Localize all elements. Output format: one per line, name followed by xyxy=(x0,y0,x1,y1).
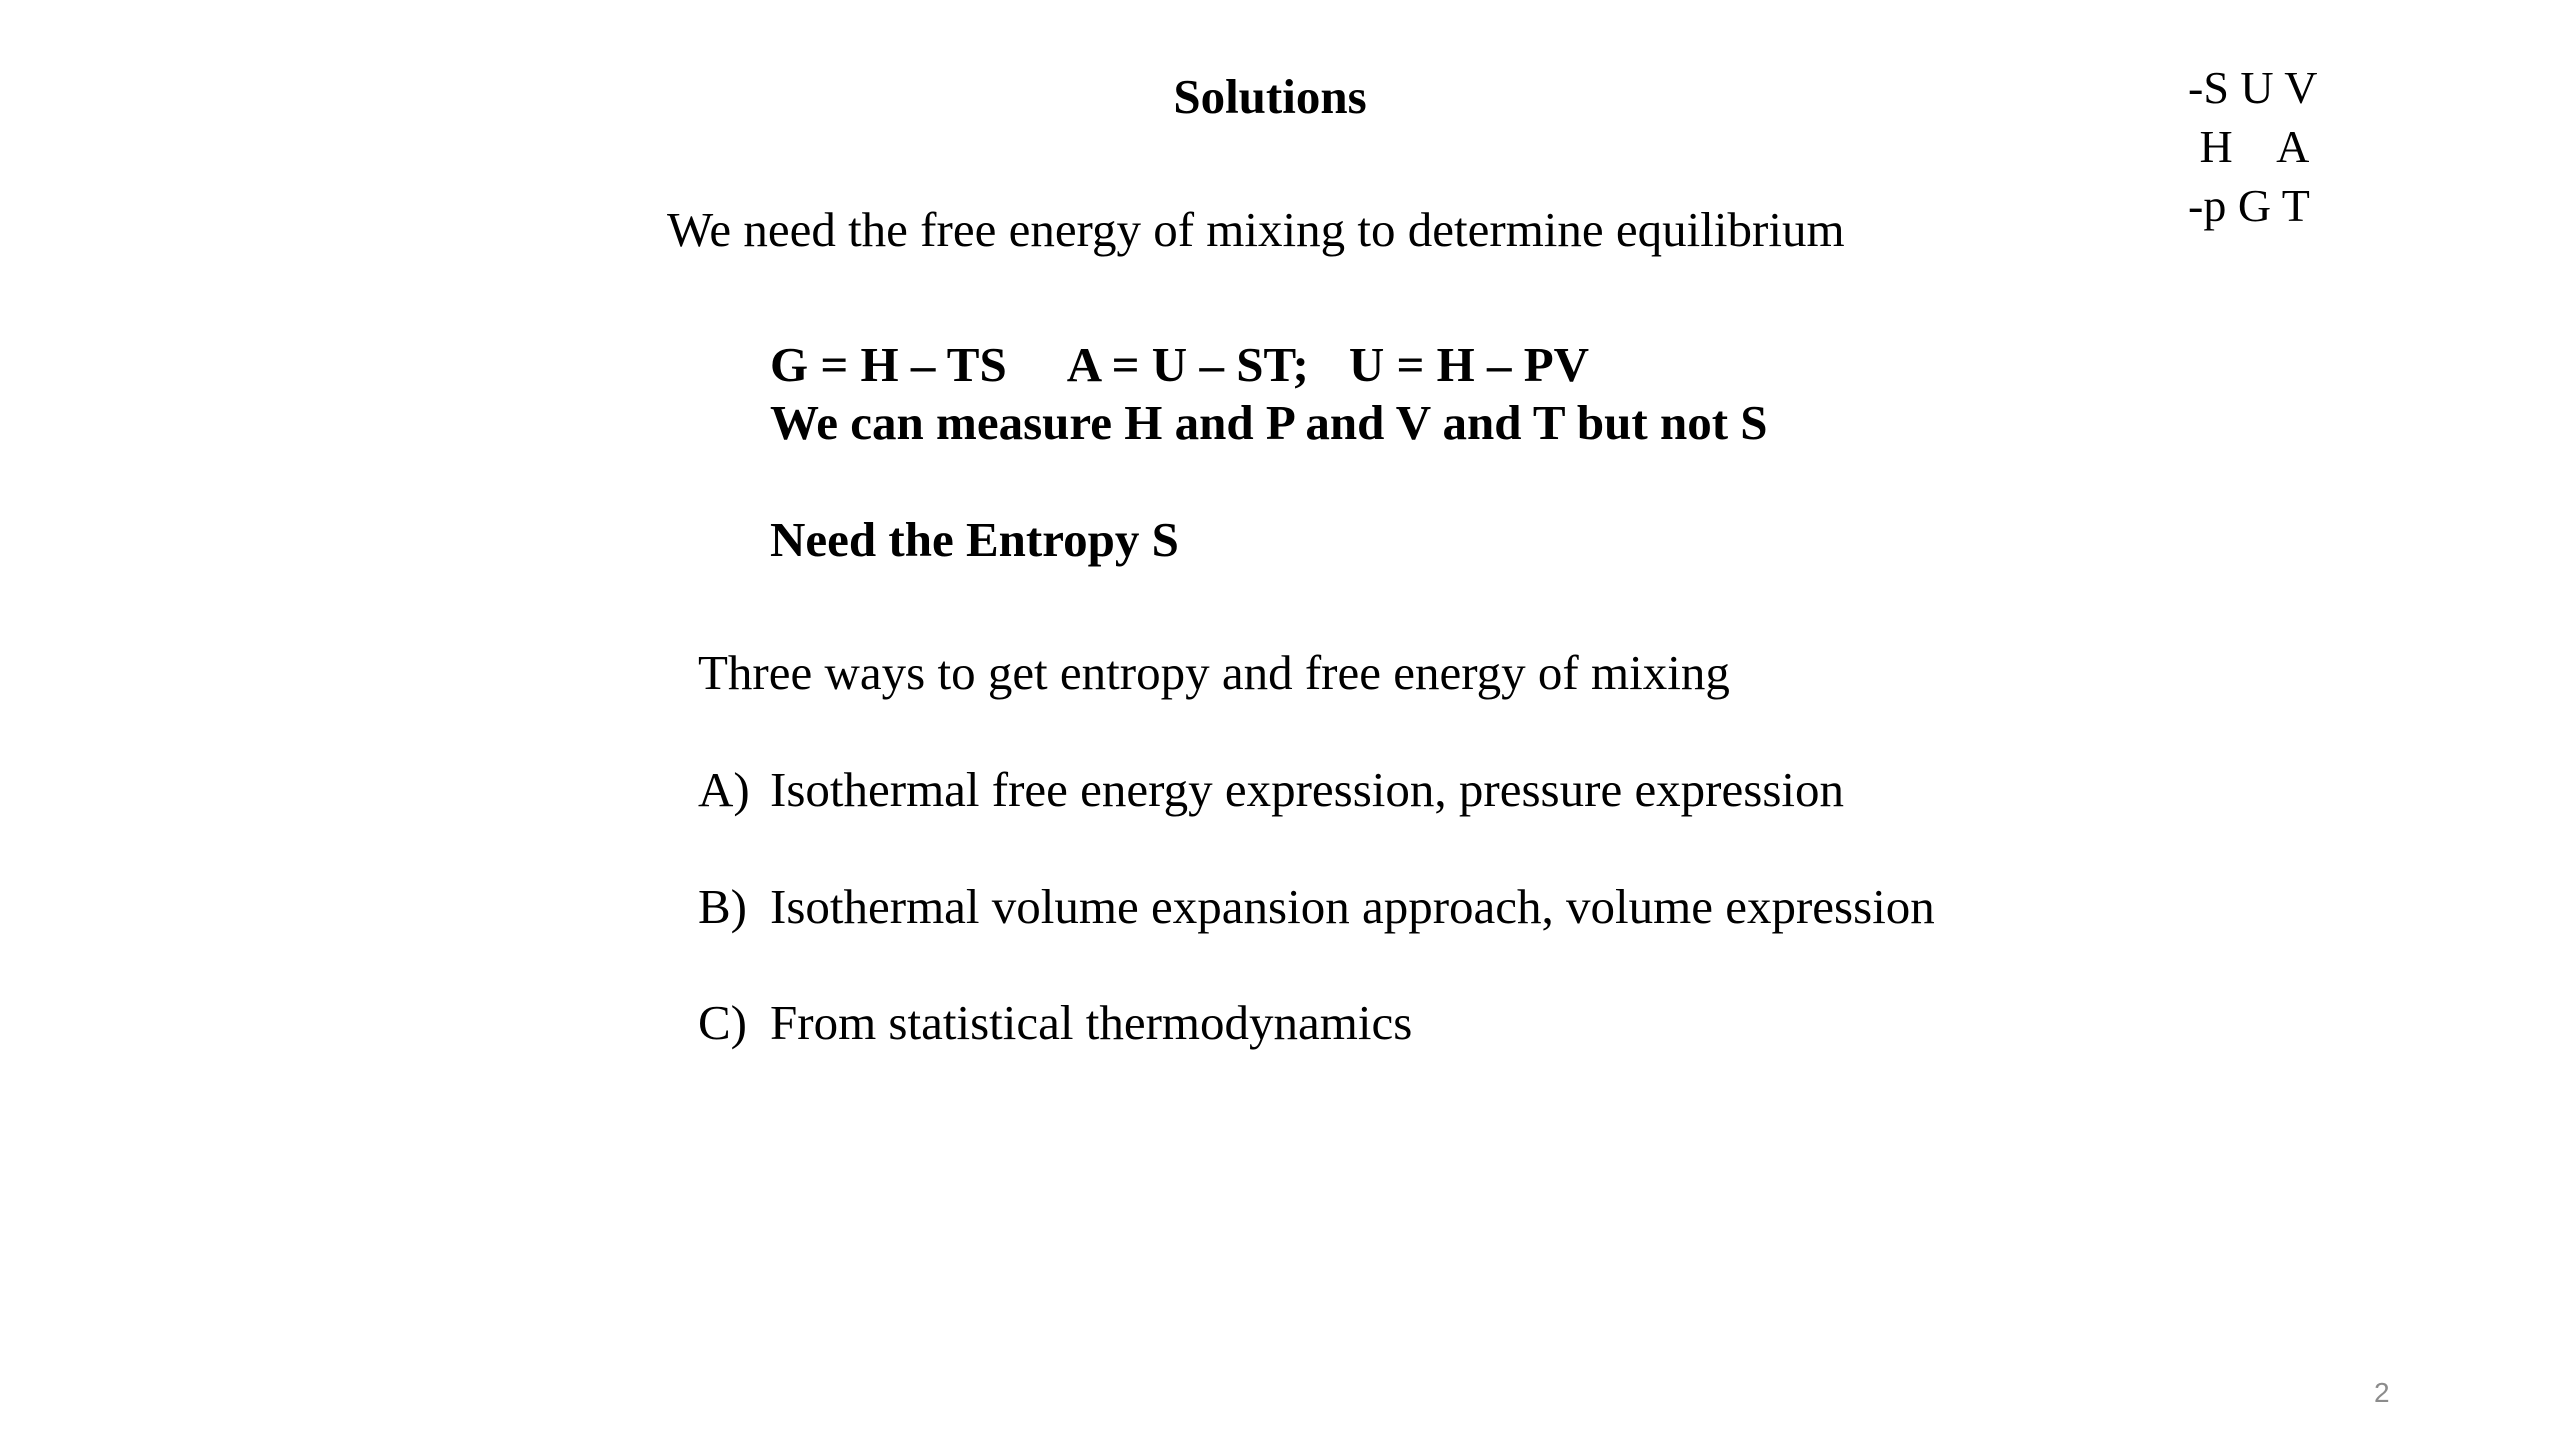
option-b-text: Isothermal volume expansion approach, volume expression xyxy=(770,879,1935,934)
option-a xyxy=(698,762,1845,817)
helmholtz-equation: A = U – ST; xyxy=(1066,337,1309,392)
option-a-text: Isothermal free energy expression, pressure expression xyxy=(770,762,1845,817)
thermodynamic-square-mnemonic xyxy=(2188,58,2318,235)
option-b-letter: B) xyxy=(698,879,747,934)
mnemonic-line-3: -p G T xyxy=(2188,180,2310,231)
option-b xyxy=(698,879,1935,934)
internal-energy-equation: U = H – PV xyxy=(1348,337,1590,392)
equations-line xyxy=(770,337,1590,392)
intro-text: We need the free energy of mixing to determine equilibrium xyxy=(667,202,1845,257)
mnemonic-line-2: H A xyxy=(2188,121,2310,172)
page-number: 2 xyxy=(2374,1377,2390,1408)
option-c-letter: C) xyxy=(698,995,747,1050)
mnemonic-line-1: -S U V xyxy=(2188,62,2318,113)
option-a-letter: A) xyxy=(698,762,750,817)
gibbs-equation: G = H – TS xyxy=(770,337,1007,392)
measurable-quantities-text: We can measure H and P and V and T but not S xyxy=(770,395,1768,450)
slide-title: Solutions xyxy=(1173,69,1367,124)
option-c xyxy=(698,995,1413,1050)
ways-heading: Three ways to get entropy and free energy of mixing xyxy=(698,645,1730,700)
option-c-text: From statistical thermodynamics xyxy=(770,995,1413,1050)
need-entropy-text: Need the Entropy S xyxy=(770,512,1179,567)
